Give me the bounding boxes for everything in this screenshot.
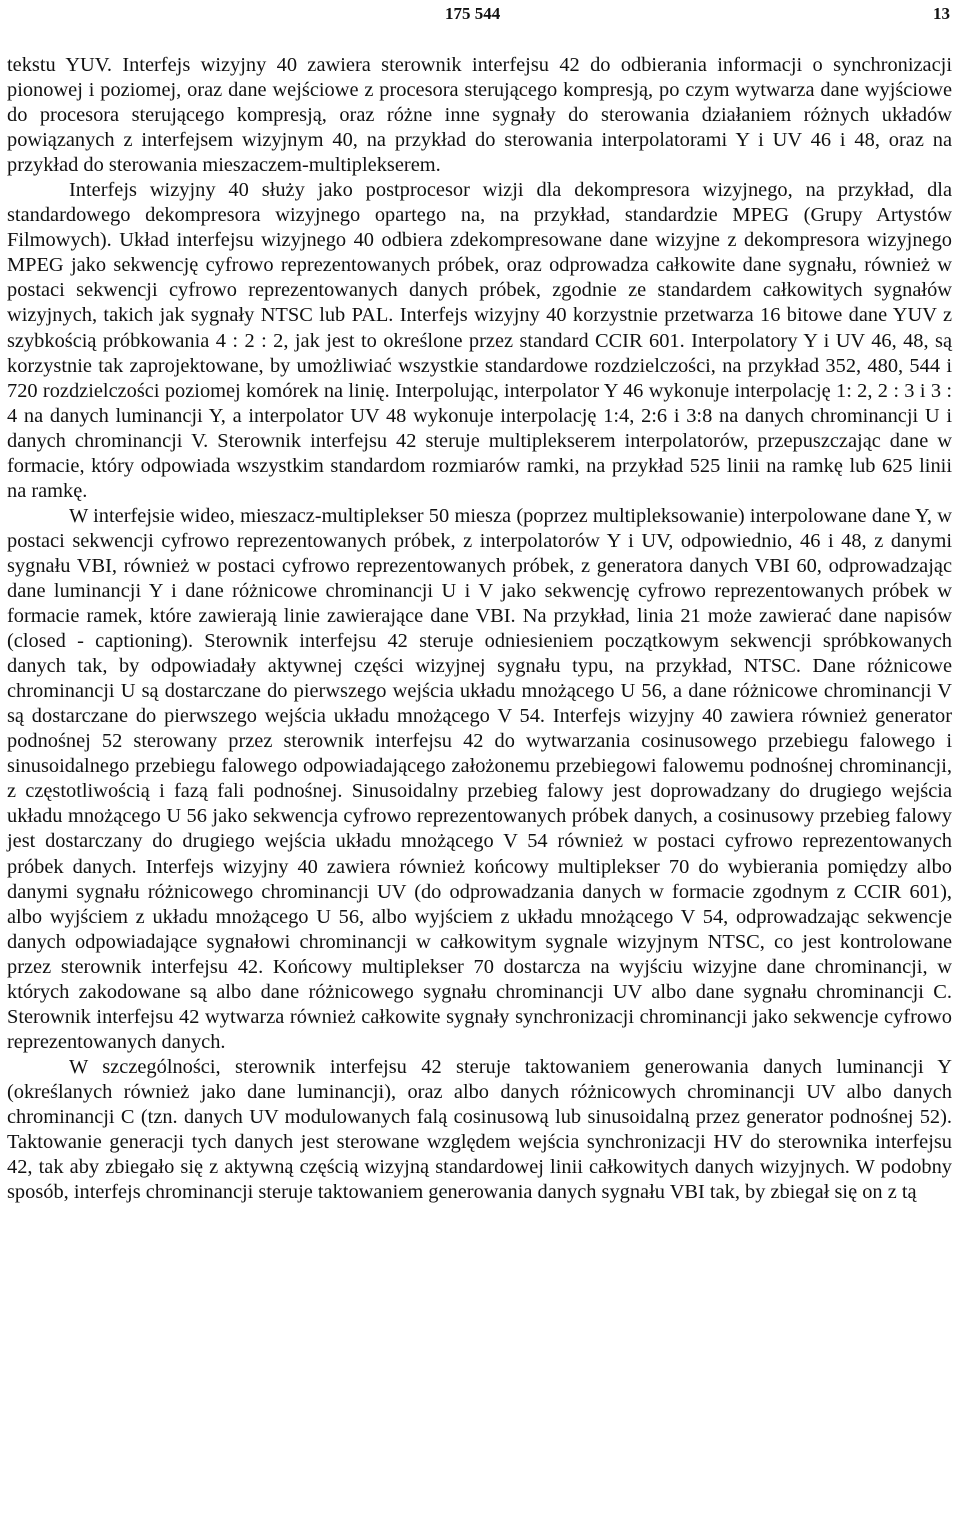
paragraph-4: W szczególności, sterownik interfejsu 42 steruje taktowaniem generowania danych luminancji Y (określanych również jako dane luminancji), oraz albo danych różnicowych chrominancji UV albo danych chrominancji C (tzn. danych UV modulowanych falą cosinusową lub sinusoidalną przez generator podnośnej 52). Taktowanie generacji tych danych jest sterowane względem wejścia synchronizacji HV do sterownika interfejsu 42, tak aby zbiegało się z aktywną częścią wizyjną standardowej linii całkowitych danych wizyjnych. W podobny sposób, interfejs chrominancji steruje taktowaniem generowania danych sygnału VBI tak, by zbiegał się on z tą [7, 1055, 952, 1204]
page-number: 13 [933, 4, 950, 23]
paragraph-1: tekstu YUV. Interfejs wizyjny 40 zawiera sterownik interfejsu 42 do odbierania informacji o synchronizacji pionowej i poziomej, oraz dane wejściowe z procesora sterującego kompresją, po czym wytwarza dane wyjściowe do procesora sterującego kompresją, oraz różne inne sygnały do sterowania działaniem różnych układów powiązanych z interfejsem wizyjnym 40, na przykład do sterowania interpolatorami Y i UV 46 i 48, oraz na przykład do sterowania mieszaczem-multiplekserem. [7, 54, 952, 177]
page-header [0, 4, 960, 28]
paragraph-2: Interfejs wizyjny 40 służy jako postprocesor wizji dla dekompresora wizyjnego, na przykład, dla standardowego dekompresora wizyjnego opartego na, na przykład, standardzie MPEG (Grupy Artystów Filmowych). Układ interfejsu wizyjnego 40 odbiera zdekompresowane dane wizyjne z dekompresora wizyjnego MPEG jako sekwencję cyfrowo reprezentowanych próbek, oraz odprowadza całkowite dane sygnału, również w postaci sekwencji cyfrowo reprezentowanych danych próbek, zgodnie ze standardem całkowitych sygnałów wizyjnych, takich jak sygnały NTSC lub PAL. Interfejs wizyjny 40 korzystnie przetwarza 16 bitowe dane YUV z szybkością próbkowania 4 : 2 : 2, jak jest to określone przez standard CCIR 601. Interpolatory Y i UV 46, 48, są korzystnie tak zaprojektowane, by umożliwiać wszystkie standardowe rozdzielczości, na przykład 352, 480, 544 i 720 rozdzielczości poziomej komórek na linię. Interpolując, interpolator Y 46 wykonuje interpolację 1: 2, 2 : 3 i 3 : 4 na danych luminancji Y, a interpolator UV 48 wykonuje interpolację 1:4, 2:6 i 3:8 na danych chrominancji U i danych chrominancji V. Sterownik interfejsu 42 steruje multiplekserem interpolatorów, przepuszczając dane w formacie, który odpowiada wszystkim standardom rozmiarów ramki, na przykład 525 linii na ramkę lub 625 linii na ramkę. [7, 179, 952, 502]
patent-number: 175 544 [445, 4, 501, 23]
paragraph-3: W interfejsie wideo, mieszacz-multiplekser 50 miesza (poprzez multipleksowanie) interpolowane dane Y, w postaci sekwencji cyfrowo reprezentowanych próbek, z interpolatorów Y i UV, odpowiednio, 46 i 48, z danymi sygnału VBI, również w postaci cyfrowo reprezentowanych próbek, z generatora danych VBI 60, odprowadzając dane luminancji Y i dane różnicowe chrominancji U i V jako sekwencję cyfrowo reprezentowanych próbek w formacie ramek, które zawierają linie zawierające dane VBI. Na przykład, linia 21 może zawierać dane napisów (closed - captioning). Sterownik interfejsu 42 steruje odniesieniem początkowym sekwencji spróbkowanych danych tak, by odpowiadały aktywnej części wizyjnej sygnału typu, na przykład, NTSC. Dane różnicowe chrominancji U są dostarczane do pierwszego wejścia układu mnożącego U 56, a dane różnicowe chrominancji V są dostarczane do pierwszego wejścia układu mnożącego V 54. Interfejs wizyjny 40 zawiera również generator podnośnej 52 sterowany przez sterownik interfejsu 42 do wytwarzania cosinusowego przebiegu falowego i sinusoidalnego przebiegu falowego odpowiadającego założonemu przebiegowi falowemu podnośnej chrominancji, z częstotliwością i fazą fali podnośnej. Sinusoidalny przebieg falowy jest doprowadzany do drugiego wejścia układu mnożącego U 56 jako sekwencja cyfrowo reprezentowanych próbek danych, a cosinusowy przebieg falowy jest dostarczany do drugiego wejścia układu mnożącego V 54 również w postaci cyfrowo reprezentowanych próbek danych. Interfejs wizyjny 40 zawiera również końcowy multiplekser 70 do wybierania pomiędzy albo danymi sygnału różnicowego chrominancji UV (do odprowadzania danych w formacie zgodnym z CCIR 601), albo wyjściem z układu mnożącego U 56, albo wyjściem z układu mnożącego V 54, odprowadzając sekwencje danych odpowiadające sygnałowi chrominancji w całkowitym sygnale wizyjnym NTSC, co jest kontrolowane przez sterownik interfejsu 42. Końcowy multiplekser 70 dostarcza na wyjściu wizyjne dane chrominancji, w których zakodowane są albo dane różnicowego sygnału chrominancji UV albo dane sygnału chrominancji C. Sterownik interfejsu 42 wytwarza również całkowite sygnały synchronizacji chrominancji jako sekwencje cyfrowo reprezentowanych danych. [7, 504, 952, 1053]
body-text [7, 53, 952, 1205]
